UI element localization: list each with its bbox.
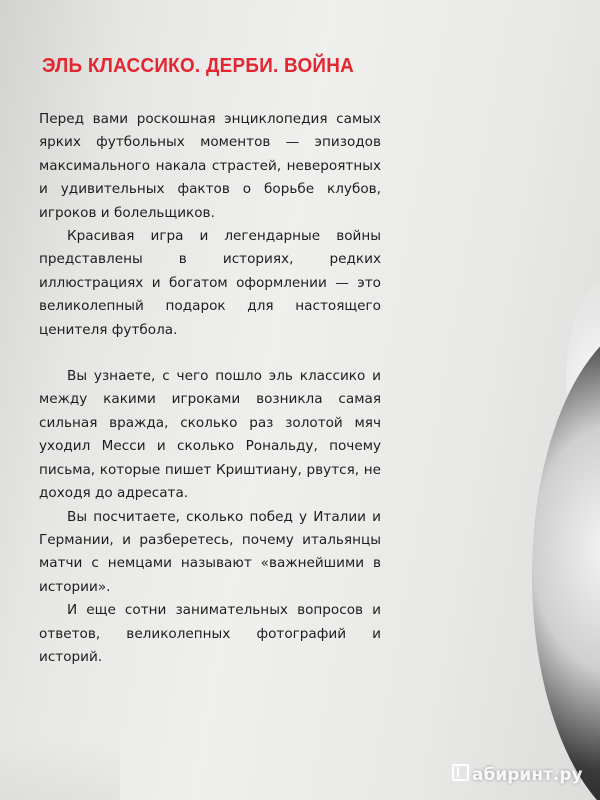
page-title: ЭЛЬ КЛАССИКО. ДЕРБИ. ВОЙНА [42,54,355,77]
paragraph-5: И еще сотни занимательных вопросов и ответов, великолепных фотографий и историй. [39,602,381,665]
paragraph-3: Вы узнаете, с чего пошло эль классико и между какими игроками возникла самая сильная вражда, сколько раз золотой мяч уходил Месси и сколько Рональду, почему письма, которые пишет Криштиану, рвутся, не доходя до адресата. [39,368,381,502]
paragraph-4: Вы посчитаете, сколько побед у Италии и Германии, и разберетесь, почему итальянцы матчи с немцами называют «важнейшими в истории». [39,508,381,595]
labirint-logo-icon [452,764,469,781]
labirint-watermark [452,764,583,785]
watermark-text: абиринт.ру [472,765,583,785]
page-shadow [0,740,120,800]
description-text [39,108,381,669]
paragraph-1: Перед вами роскошная энциклопедия самых ярких футбольных моментов — эпизодов максимального накала страстей, невероятных и удивительных фактов о борьбе клубов, игроков и болельщиков. [39,111,381,221]
paragraph-2: Красивая игра и легендарные войны представлены в историях, редких иллюстрациях и богатом оформлении — это великолепный подарок для настоящего ценителя футбола. [39,228,381,338]
